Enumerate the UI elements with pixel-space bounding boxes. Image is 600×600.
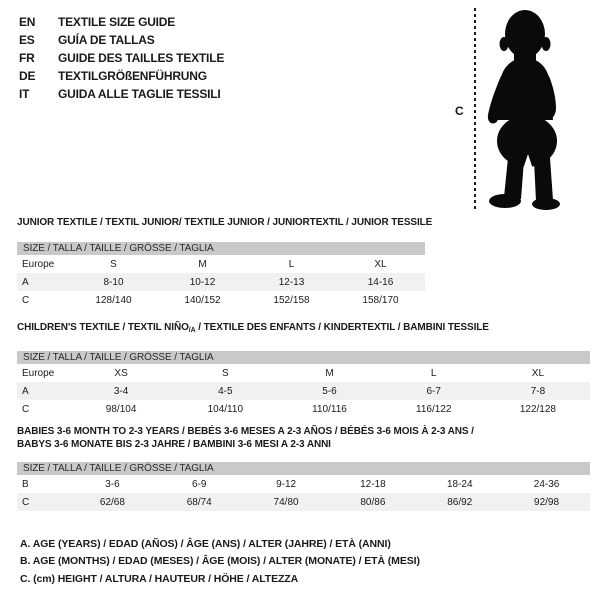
lang-title: TEXTILE SIZE GUIDE	[58, 15, 176, 29]
table-row	[17, 255, 425, 273]
language-title-list	[19, 13, 224, 103]
height-cell: 128/140	[95, 294, 132, 306]
lang-title: TEXTILGRÖßENFÜHRUNG	[58, 69, 207, 83]
junior-table-title: JUNIOR TEXTILE / TEXTIL JUNIOR/ TEXTILE JUNIOR / JUNIORTEXTIL / JUNIOR TESSILE	[17, 217, 433, 228]
height-cell: 62/68	[99, 496, 125, 508]
children-table-title	[17, 322, 590, 337]
row-label: Europe	[22, 258, 55, 270]
row-label: C	[22, 496, 30, 508]
title-part: / TEXTILE DES ENFANTS / KINDERTEXTIL / BAMBINI TESSILE	[195, 322, 489, 333]
babies-size-header-bar: SIZE / TALLA / TAILLE / GRÖSSE / TAGLIA	[17, 462, 590, 475]
lang-code: FR	[19, 51, 35, 65]
children-textile-table	[17, 322, 590, 418]
age-cell: 14-16	[367, 276, 394, 288]
lang-code: DE	[19, 69, 36, 83]
age-cell: 5-6	[322, 385, 337, 397]
height-dashed-line	[474, 8, 476, 210]
row-label: C	[22, 294, 30, 306]
height-measure-label: C	[455, 104, 464, 118]
age-cell: 3-4	[113, 385, 129, 397]
babies-table-title	[17, 425, 590, 451]
age-cell: 4-5	[218, 385, 233, 397]
height-cell: 158/170	[362, 294, 399, 306]
table-row	[17, 273, 425, 291]
size-cell: L	[288, 258, 295, 270]
height-cell: 98/104	[105, 403, 137, 415]
age-cell: 18-24	[446, 478, 473, 490]
table-row	[17, 493, 590, 511]
height-cell: 92/98	[534, 496, 560, 508]
height-cell: 104/110	[207, 403, 243, 415]
age-cell: 12-18	[360, 478, 386, 490]
size-cell: XL	[531, 367, 545, 379]
height-cell: 74/80	[273, 496, 299, 508]
age-cell: 10-12	[189, 276, 216, 288]
age-cell: 12-13	[278, 276, 305, 288]
age-cell: 7-8	[530, 385, 546, 397]
babies-title-line1: BABIES 3-6 MONTH TO 2-3 YEARS / BEBÉS 3-6 MESES A 2-3 AÑOS / BÉBÉS 3-6 MOIS À 2-3 ANS /	[17, 426, 474, 437]
age-cell: 9-12	[276, 478, 297, 490]
lang-code: ES	[19, 33, 35, 47]
row-label: C	[22, 403, 30, 415]
age-cell: 6-9	[192, 478, 207, 490]
babies-title-line2: BABYS 3-6 MONATE BIS 2-3 JAHRE / BAMBINI 3-6 MESI A 2-3 ANNI	[17, 439, 331, 450]
lang-code: EN	[19, 15, 36, 29]
lang-row-en	[19, 13, 224, 31]
row-label: A	[22, 276, 29, 288]
age-cell: 6-7	[426, 385, 441, 397]
table-row	[17, 400, 590, 418]
lang-code: IT	[19, 87, 30, 101]
age-cell: 3-6	[105, 478, 120, 490]
title-part: CHILDREN'S TEXTILE / TEXTIL NIÑO	[17, 322, 189, 333]
height-cell: 110/116	[312, 403, 347, 415]
height-cell: 80/86	[360, 496, 386, 508]
height-cell: 116/122	[416, 403, 452, 415]
size-cell: M	[325, 367, 334, 379]
legend-line-a: A. AGE (YEARS) / EDAD (AÑOS) / ÂGE (ANS) / ALTER (JAHRE) / ETÀ (ANNI)	[20, 538, 391, 550]
lang-row-de	[19, 67, 224, 85]
size-cell: XL	[374, 258, 387, 270]
height-cell: 86/92	[447, 496, 473, 508]
lang-title: GUIDA ALLE TAGLIE TESSILI	[58, 87, 221, 101]
height-cell: 140/152	[184, 294, 221, 306]
legend-line-b: B. AGE (MONTHS) / EDAD (MESES) / ÂGE (MOIS) / ALTER (MONATE) / ETÀ (MESI)	[20, 555, 420, 568]
lang-title: GUIDE DES TAILLES TEXTILE	[58, 51, 225, 65]
size-cell: L	[430, 367, 437, 379]
size-cell: M	[198, 258, 207, 270]
size-cell: S	[221, 367, 229, 379]
babies-textile-table	[17, 425, 590, 511]
row-label: Europe	[22, 367, 55, 379]
table-row	[17, 475, 590, 493]
title-subscript: /A	[188, 327, 196, 334]
row-label: B	[22, 478, 29, 490]
table-row	[17, 382, 590, 400]
baby-silhouette-icon	[484, 8, 572, 210]
junior-size-header-bar: SIZE / TALLA / TAILLE / GRÖSSE / TAGLIA	[17, 242, 425, 255]
age-cell: 24-36	[533, 478, 560, 490]
height-cell: 68/74	[186, 496, 212, 508]
age-cell: 8-10	[103, 276, 124, 288]
size-cell: XS	[114, 367, 128, 379]
height-cell: 122/128	[519, 403, 556, 415]
measure-legend	[20, 536, 420, 588]
junior-textile-table	[17, 217, 433, 309]
table-row	[17, 364, 590, 382]
lang-row-it	[19, 85, 224, 103]
table-row	[17, 291, 425, 309]
size-cell: S	[110, 258, 117, 270]
height-cell: 152/158	[273, 294, 310, 306]
lang-title: GUÍA DE TALLAS	[58, 33, 155, 47]
children-size-header-bar: SIZE / TALLA / TAILLE / GRÖSSE / TAGLIA	[17, 351, 590, 364]
legend-line-c: C. (cm) HEIGHT / ALTURA / HAUTEUR / HÖHE / ALTEZZA	[20, 572, 299, 585]
lang-row-es	[19, 31, 224, 49]
row-label: A	[22, 385, 29, 397]
lang-row-fr	[19, 49, 224, 67]
